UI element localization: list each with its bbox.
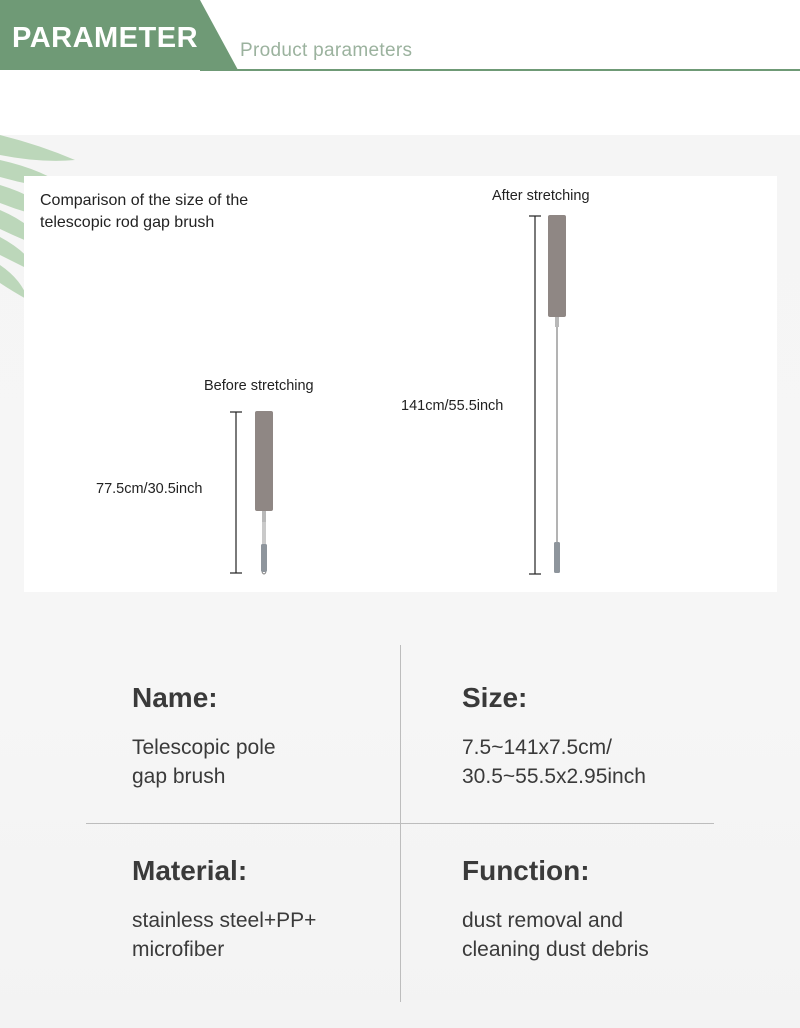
function-value-line2: cleaning dust debris xyxy=(462,938,649,961)
name-heading: Name: xyxy=(132,682,218,713)
material-value-line2: microfiber xyxy=(132,938,225,961)
before-stretching-label: Before stretching xyxy=(204,378,314,394)
function-value-line1: dust removal and xyxy=(462,909,624,932)
size-value-line2: 30.5~55.5x2.95inch xyxy=(462,765,646,788)
name-value xyxy=(132,733,432,791)
material-value xyxy=(132,906,432,964)
section-subtitle: Product parameters xyxy=(240,40,413,61)
material-heading: Material: xyxy=(132,855,248,886)
section-title: PARAMETER xyxy=(12,22,199,54)
after-stretching-label: After stretching xyxy=(492,188,590,204)
section-header xyxy=(0,0,800,72)
comparison-title xyxy=(40,190,340,234)
before-length-label: 77.5cm/30.5inch xyxy=(96,481,203,497)
comparison-title-line1: Comparison of the size of the xyxy=(40,192,249,209)
material-value-line1: stainless steel+PP+ xyxy=(132,909,317,932)
size-value xyxy=(462,733,762,791)
name-value-line2: gap brush xyxy=(132,765,226,788)
function-value xyxy=(462,906,762,964)
comparison-title-line2: telescopic rod gap brush xyxy=(40,214,215,231)
name-value-line1: Telescopic pole xyxy=(132,736,276,759)
function-heading: Function: xyxy=(462,855,590,886)
after-length-label: 141cm/55.5inch xyxy=(401,398,504,414)
comparison-card xyxy=(24,176,777,592)
grid-divider-horizontal xyxy=(86,823,714,824)
header-underline xyxy=(200,69,800,71)
size-heading: Size: xyxy=(462,682,528,713)
size-value-line1: 7.5~141x7.5cm/ xyxy=(462,736,613,759)
